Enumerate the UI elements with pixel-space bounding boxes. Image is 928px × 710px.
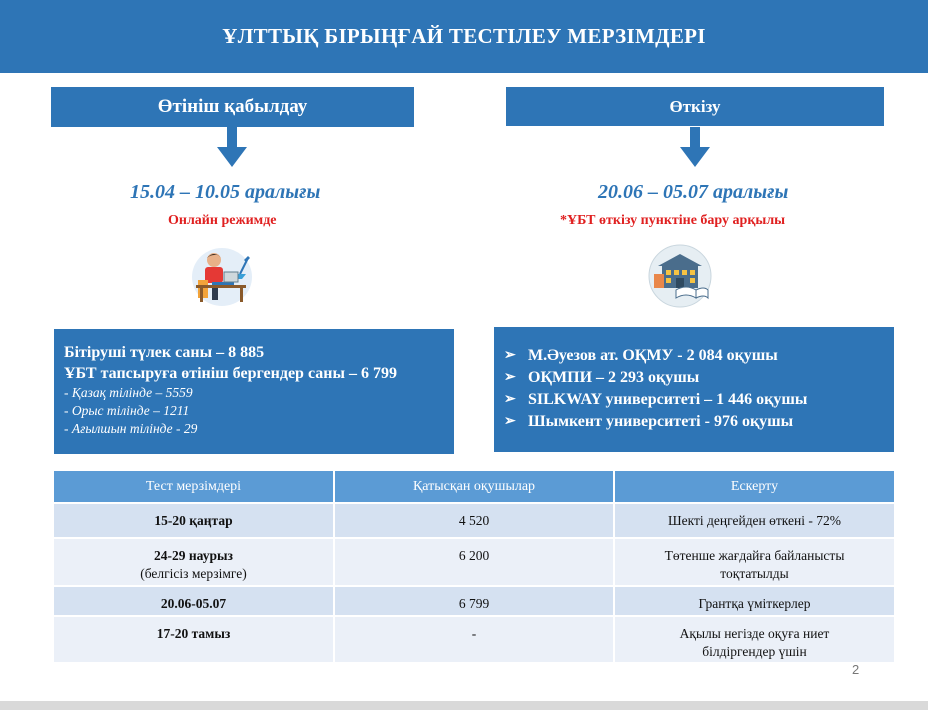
list-item: ➢ М.Әуезов ат. ОҚМУ - 2 084 оқушы	[504, 345, 882, 367]
test-date-cell: 24-29 наурыз (белгісіз мерзімге)	[54, 538, 334, 586]
remark-cell: Ақылы негізде оқуға ниет білдіргендер үшін	[614, 616, 894, 662]
application-note: Онлайн режимде	[168, 213, 277, 228]
remark-cell: Шекті деңгейден өткені - 72%	[614, 503, 894, 538]
participants-cell: -	[334, 616, 614, 662]
test-schedule-table	[54, 471, 894, 662]
test-date-cell: 20.06-05.07	[54, 586, 334, 616]
list-item: ➢ ОҚМПИ – 2 293 оқушы	[504, 367, 882, 389]
chevron-right-icon: ➢	[504, 392, 516, 407]
conduct-note: *ҰБТ өткізу пунктіне бару арқылы	[560, 213, 786, 228]
page-number: 2	[852, 662, 860, 677]
table-header-row	[54, 471, 894, 503]
test-date-cell: 17-20 тамыз	[54, 616, 334, 662]
person-at-laptop-icon	[190, 246, 254, 308]
column-header: Ескерту	[614, 471, 894, 503]
kazakh-language-count: - Қазақ тілінде – 5559	[64, 385, 193, 400]
conduct-header: Өткізу	[506, 87, 884, 126]
test-date-cell: 15-20 қаңтар	[54, 503, 334, 538]
title-bar	[0, 0, 928, 73]
column-header: Тест мерзімдері	[54, 471, 334, 503]
table-row	[54, 586, 894, 616]
participants-cell: 6 200	[334, 538, 614, 586]
english-language-count: - Ағылшын тілінде - 29	[64, 421, 198, 436]
conduct-date-range: 20.06 – 05.07 аралығы	[598, 181, 789, 203]
down-arrow-icon	[217, 127, 247, 167]
russian-language-count: - Орыс тілінде – 1211	[64, 403, 190, 418]
chevron-right-icon: ➢	[504, 414, 516, 429]
applicants-count: ҰБТ тапсыруға өтініш бергендер саны – 6 799	[64, 365, 397, 382]
table-row	[54, 616, 894, 662]
bottom-divider	[0, 701, 928, 710]
test-centers-list	[504, 345, 882, 433]
graduates-count: Бітіруші түлек саны – 8 885	[64, 344, 265, 361]
application-date-range: 15.04 – 10.05 аралығы	[130, 181, 321, 203]
column-header: Қатысқан оқушылар	[334, 471, 614, 503]
list-item: ➢ Шымкент университеті - 976 оқушы	[504, 411, 882, 433]
table-row	[54, 538, 894, 586]
page-title: ҰЛТТЫҚ БІРЫҢҒАЙ ТЕСТІЛЕУ МЕРЗІМДЕРІ	[222, 24, 706, 48]
down-arrow-icon	[680, 127, 710, 167]
graduates-info-box	[54, 329, 454, 454]
table-row	[54, 503, 894, 538]
chevron-right-icon: ➢	[504, 348, 516, 363]
list-item: ➢ SILKWAY университеті – 1 446 оқушы	[504, 389, 882, 411]
participants-cell: 4 520	[334, 503, 614, 538]
university-building-icon	[646, 244, 714, 308]
test-centers-info-box	[494, 327, 894, 452]
application-header: Өтініш қабылдау	[51, 87, 414, 127]
participants-cell: 6 799	[334, 586, 614, 616]
chevron-right-icon: ➢	[504, 370, 516, 385]
remark-cell: Төтенше жағдайға байланысты тоқтатылды	[614, 538, 894, 586]
remark-cell: Грантқа үміткерлер	[614, 586, 894, 616]
